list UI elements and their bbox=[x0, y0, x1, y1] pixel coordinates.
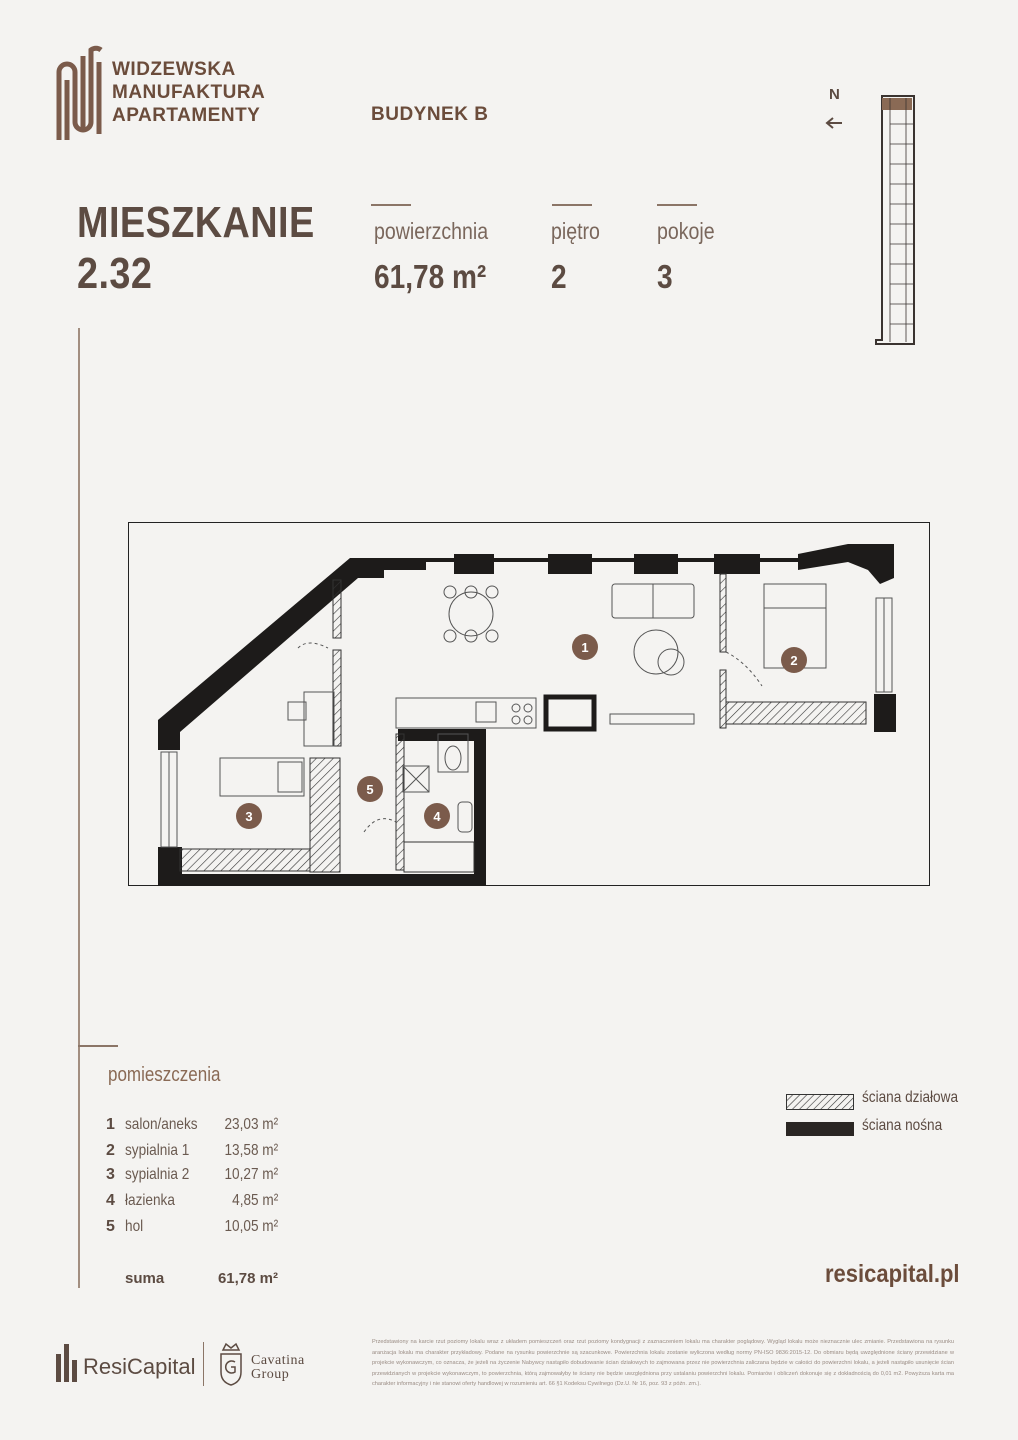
brand-line-3: APARTAMENTY bbox=[112, 105, 261, 126]
apartment-number: 2.32 bbox=[77, 249, 153, 298]
sum-value: 61,78 m² bbox=[217, 1270, 278, 1287]
cavatina-line1: Cavatina bbox=[251, 1353, 305, 1368]
legend-bearing-label: ściana nośna bbox=[862, 1117, 943, 1134]
brand-name bbox=[112, 58, 265, 127]
room-row bbox=[106, 1218, 286, 1240]
room-name: sypialnia 2 bbox=[125, 1166, 190, 1183]
resicapital-name: ResiCapital bbox=[83, 1354, 196, 1379]
room-area: 10,05 m² bbox=[224, 1218, 278, 1235]
room-number-1: 1 bbox=[581, 640, 589, 655]
room-row bbox=[106, 1166, 286, 1188]
room-area: 10,27 m² bbox=[224, 1166, 278, 1183]
area-value: 61,78 m² bbox=[374, 258, 487, 295]
room-area: 23,03 m² bbox=[224, 1116, 278, 1133]
rooms-divider bbox=[78, 1045, 118, 1047]
stat-divider bbox=[371, 204, 411, 206]
legend-solid-swatch bbox=[786, 1122, 854, 1136]
north-arrow-icon bbox=[824, 115, 844, 131]
building-keyplan-icon bbox=[872, 94, 920, 348]
sum-row bbox=[106, 1270, 286, 1292]
room-number-4: 4 bbox=[433, 809, 441, 824]
stat-divider bbox=[552, 204, 592, 206]
floor-plan bbox=[128, 522, 930, 886]
room-num: 2 bbox=[106, 1142, 115, 1159]
rooms-value: 3 bbox=[657, 258, 673, 295]
resicapital-logo-icon bbox=[56, 1344, 80, 1382]
floor-value: 2 bbox=[551, 258, 567, 295]
room-row bbox=[106, 1142, 286, 1164]
room-area: 4,85 m² bbox=[231, 1192, 278, 1209]
room-name: salon/aneks bbox=[125, 1116, 198, 1133]
room-area: 13,58 m² bbox=[224, 1142, 278, 1159]
room-num: 5 bbox=[106, 1218, 115, 1235]
legend-partition-label: ściana działowa bbox=[862, 1089, 959, 1106]
website-link[interactable]: resicapital.pl bbox=[825, 1260, 960, 1288]
legend-hatched-swatch bbox=[786, 1094, 854, 1110]
room-num: 3 bbox=[106, 1166, 115, 1183]
room-num: 4 bbox=[106, 1192, 115, 1209]
footer-divider bbox=[203, 1342, 204, 1386]
vertical-divider bbox=[78, 328, 80, 1288]
apartment-title-line1: MIESZKANIE bbox=[77, 198, 315, 247]
room-number-5: 5 bbox=[366, 782, 374, 797]
sum-label: suma bbox=[125, 1270, 165, 1287]
room-name: sypialnia 1 bbox=[125, 1142, 190, 1159]
brand-logo-icon bbox=[55, 42, 105, 142]
room-number-2: 2 bbox=[790, 653, 798, 668]
rooms-label: pokoje bbox=[657, 218, 715, 244]
legal-disclaimer: Przedstawiony na karcie rzut poziomy lokalu wraz z układem pomieszczeń oraz rzut poziomy kondygnacji z zaznaczeniem lokalu ma charakter poglądowy. Wygląd lokalu może nieznacznie ulec zmianie. Przedstawiona na rysunku aranżacja lokalu ma charakter przykładowy. Podane na rysunku powierzchnie są szacunkowe. Powierzchnia lokalu zostanie wyliczona według normy PN-ISO 9836:2015-12. Do obmiaru będą uwzględnione ściany przewidziane w projekcie wykonawczym, co oznacza, że jeżeli na życzenie Nabywcy nastąpiło dobudowanie ścian działowych to zajmowana przez nie powierzchnia zaliczana będzie w całości do powierzchni lokalu, a jeżeli nastąpiło usunięcie ścian przewidzianych w projekcie wykonawczym, to powierzchnia, którą zajmowałyby te ściany nie będzie uwzględniona przy ustalaniu powierzchni lokalu. Pomiarów i obliczeń dokonuje się z dokładnością do 0,01 m2. Powyższa karta ma charakter informacyjny i nie stanowi oferty handlowej w rozumieniu art. 66 §1 Kodeksu Cywilnego (Dz.U. Nr 16, poz. 93 z późn. zm.). bbox=[372, 1339, 954, 1387]
room-number-3: 3 bbox=[245, 809, 253, 824]
area-label: powierzchnia bbox=[374, 218, 489, 244]
rooms-heading: pomieszczenia bbox=[108, 1064, 221, 1086]
room-name: hol bbox=[125, 1218, 144, 1235]
floor-label: piętro bbox=[551, 218, 600, 244]
compass-label: N bbox=[829, 86, 840, 103]
cavatina-line2: Group bbox=[251, 1367, 290, 1382]
cavatina-name bbox=[251, 1354, 305, 1382]
stat-divider bbox=[657, 204, 697, 206]
cavatina-crest-icon bbox=[218, 1340, 244, 1386]
brand-line-1: WIDZEWSKA bbox=[112, 59, 236, 80]
room-name: łazienka bbox=[125, 1192, 175, 1209]
apartment-title bbox=[77, 197, 315, 299]
room-row bbox=[106, 1192, 286, 1214]
room-row bbox=[106, 1116, 286, 1138]
room-num: 1 bbox=[106, 1116, 115, 1133]
brand-line-2: MANUFAKTURA bbox=[112, 82, 266, 103]
building-label: BUDYNEK B bbox=[371, 104, 489, 125]
